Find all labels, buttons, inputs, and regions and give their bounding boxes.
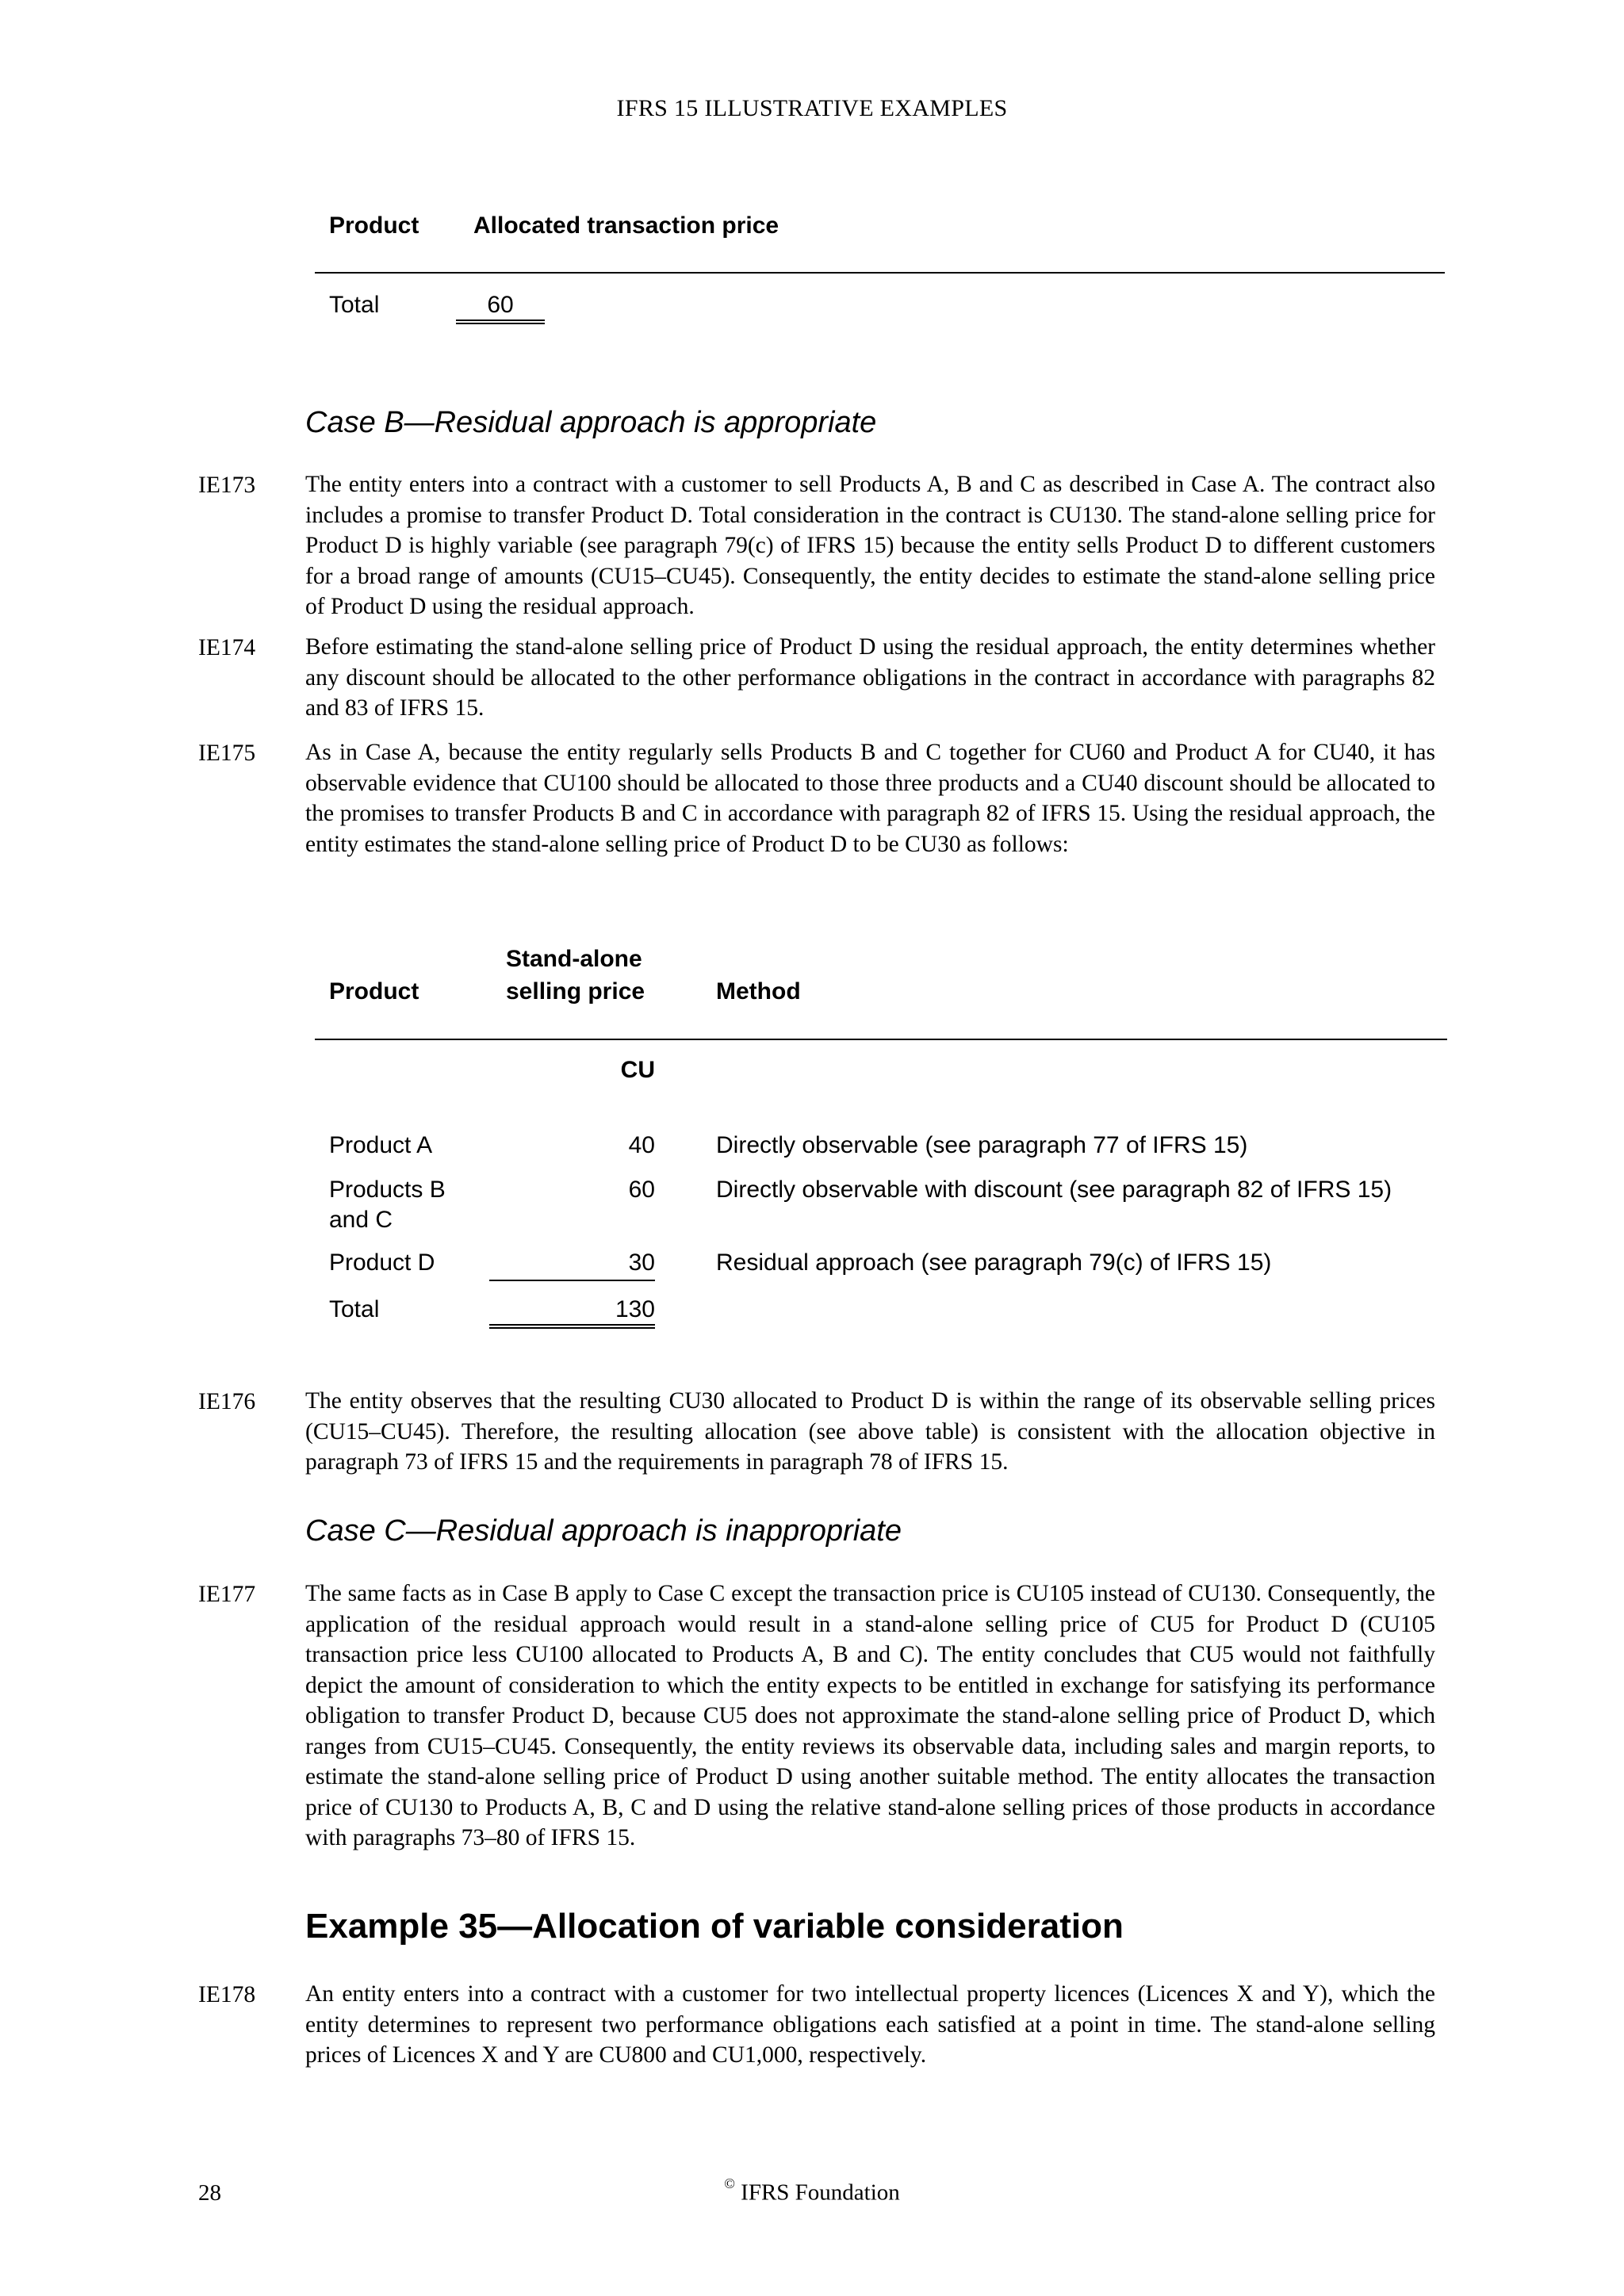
- copyright-symbol: ©: [724, 2175, 735, 2191]
- table1-header-product: Product: [329, 212, 419, 239]
- table2-row-bc-product-line1: Products B: [329, 1177, 446, 1203]
- table1-header-rule: [315, 272, 1445, 274]
- case-c-heading: Case C—Residual approach is inappropriate: [305, 1514, 902, 1548]
- paragraph-number-ie174: IE174: [198, 635, 256, 660]
- footer-publisher: [0, 2175, 1624, 2206]
- table2-row-bc-method: Directly observable with discount (see paragraph 82 of IFRS 15): [716, 1177, 1392, 1203]
- table1-header-price: Allocated transaction price: [473, 212, 779, 239]
- table2-row-a-method: Directly observable (see paragraph 77 of IFRS 15): [716, 1132, 1248, 1158]
- table2-header-product: Product: [329, 978, 419, 1004]
- table2-header-price-line2: selling price: [506, 978, 645, 1004]
- paragraph-ie178: An entity enters into a contract with a customer for two intellectual property licences (Licences X and Y), which the entity determines to represent two performance obligations each satisfied at a point in time. The stand-alone selling prices of Licences X and Y are CU800 and CU1,000, respectively.: [305, 1981, 1435, 2068]
- running-head: IFRS 15 ILLUSTRATIVE EXAMPLES: [616, 95, 1008, 121]
- paragraph-ie177: The same facts as in Case B apply to Case C except the transaction price is CU105 instead of CU130. Consequently, the application of the residual approach would result in a stand-alone selling price of CU5 for Product D (CU105 transaction price less CU100 allocated to Products A, B and C). The entity concludes that CU5 would not faithfully depict the amount of consideration to which the entity expects to be entitled in exchange for satisfying its performance obligation to transfer Product D, because CU5 does not approximate the stand-alone selling price of Product D, which ranges from CU15–CU45. Consequently, the entity reviews its observable data, including sales and margin reports, to estimate the stand-alone selling price of Product D using another suitable method. The entity allocates the transaction price of CU130 to Products A, B, C and D using the relative stand-alone selling prices of those products in accordance with paragraphs 73–80 of IFRS 15.: [305, 1581, 1435, 1850]
- table2-unit: CU: [620, 1057, 655, 1083]
- table1-total-value: 60: [456, 292, 545, 324]
- table2-total-label: Total: [329, 1296, 380, 1322]
- table2-row-a-product: Product A: [329, 1132, 433, 1158]
- paragraph-ie175: As in Case A, because the entity regularly sells Products B and C together for CU60 and Product A for CU40, it has observable evidence that CU100 should be allocated to those three products and a CU40 discount should be allocated to the promises to transfer Products B and C in accordance with paragraph 82 of IFRS 15. Using the residual approach, the entity estimates the stand-alone selling price of Product D to be CU30 as follows:: [305, 740, 1435, 857]
- table2-total-value: 130: [489, 1296, 655, 1329]
- table2-row-bc-product-line2: and C: [329, 1207, 393, 1233]
- paragraph-number-ie175: IE175: [198, 740, 256, 766]
- paragraph-number-ie178: IE178: [198, 1982, 256, 2007]
- table2-header-method: Method: [716, 978, 801, 1004]
- paragraph-ie173: The entity enters into a contract with a customer to sell Products A, B and C as described in Case A. The contract also includes a promise to transfer Product D. Total consideration in the contract is CU130. The stand-alone selling price for Product D is highly variable (see paragraph 79(c) of IFRS 15) because the entity sells Product D to different customers for a broad range of amounts (CU15–CU45). Consequently, the entity decides to estimate the stand-alone selling price of Product D using the residual approach.: [305, 472, 1435, 619]
- case-b-heading: Case B—Residual approach is appropriate: [305, 406, 877, 439]
- table2-row-d-method: Residual approach (see paragraph 79(c) of IFRS 15): [716, 1249, 1272, 1276]
- paragraph-number-ie173: IE173: [198, 473, 256, 498]
- paragraph-number-ie177: IE177: [198, 1582, 256, 1607]
- paragraph-ie176: The entity observes that the resulting CU30 allocated to Product D is within the range of its observable selling prices (CU15–CU45). Therefore, the resulting allocation (see above table) is consistent with the allocation objective in paragraph 73 of IFRS 15 and the requirements in paragraph 78 of IFRS 15.: [305, 1388, 1435, 1475]
- table2-header-rule: [315, 1039, 1447, 1040]
- example-35-heading: Example 35—Allocation of variable consideration: [305, 1907, 1124, 1946]
- table2-row-a-price: 40: [628, 1132, 655, 1158]
- paragraph-ie174: Before estimating the stand-alone selling price of Product D using the residual approach, the entity determines whether any discount should be allocated to the other performance obligations in the contract in accordance with paragraphs 82 and 83 of IFRS 15.: [305, 634, 1435, 721]
- paragraph-number-ie176: IE176: [198, 1389, 256, 1414]
- footer-publisher-name: IFRS Foundation: [741, 2179, 900, 2206]
- table1-total-label: Total: [329, 292, 380, 318]
- table2-header-price-line1: Stand-alone: [506, 946, 642, 972]
- page-number: 28: [198, 2180, 221, 2206]
- table2-row-d-price: 30: [489, 1249, 655, 1281]
- table2-row-bc-price: 60: [628, 1177, 655, 1203]
- table2-row-d-product: Product D: [329, 1249, 435, 1276]
